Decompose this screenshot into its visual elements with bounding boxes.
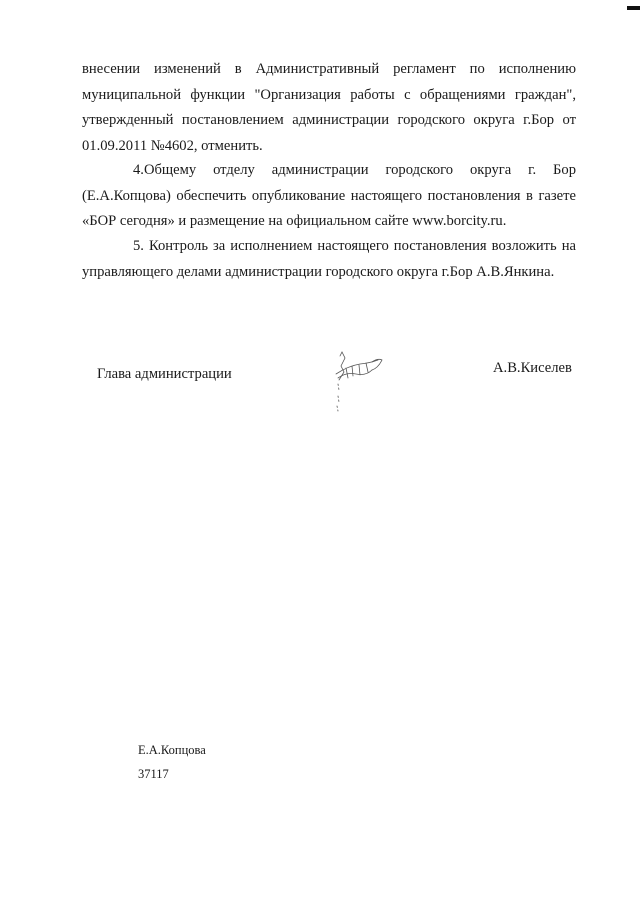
executor-phone: 37117 — [138, 767, 169, 781]
paragraph-control: 5. Контроль за исполнением настоящего постановления возложить на управляющего делами администрации городского округа г.Бор А.В.Янкина. — [82, 238, 576, 280]
signatory-name: А.В.Киселев — [493, 360, 572, 376]
paragraph-amendment: внесении изменений в Административный регламент по исполнению муниципальной функции "Организация работы с обращениями граждан", утвержденный постановлением администрации городского округа г.Бор от 01.09.2011 №4602, отменить. — [82, 61, 576, 154]
executor-name: Е.А.Копцова — [138, 743, 206, 757]
paragraph-publication: 4.Общему отделу администрации городского округа г. Бор (Е.А.Копцова) обеспечить опубликование настоящего постановления в газете «БОР сегодня» и размещение на официальном сайте www.borcity.ru. — [82, 162, 576, 229]
scan-corner-mark — [627, 6, 640, 10]
signatory-title: Глава администрации — [97, 366, 232, 382]
handwritten-signature — [326, 344, 396, 414]
